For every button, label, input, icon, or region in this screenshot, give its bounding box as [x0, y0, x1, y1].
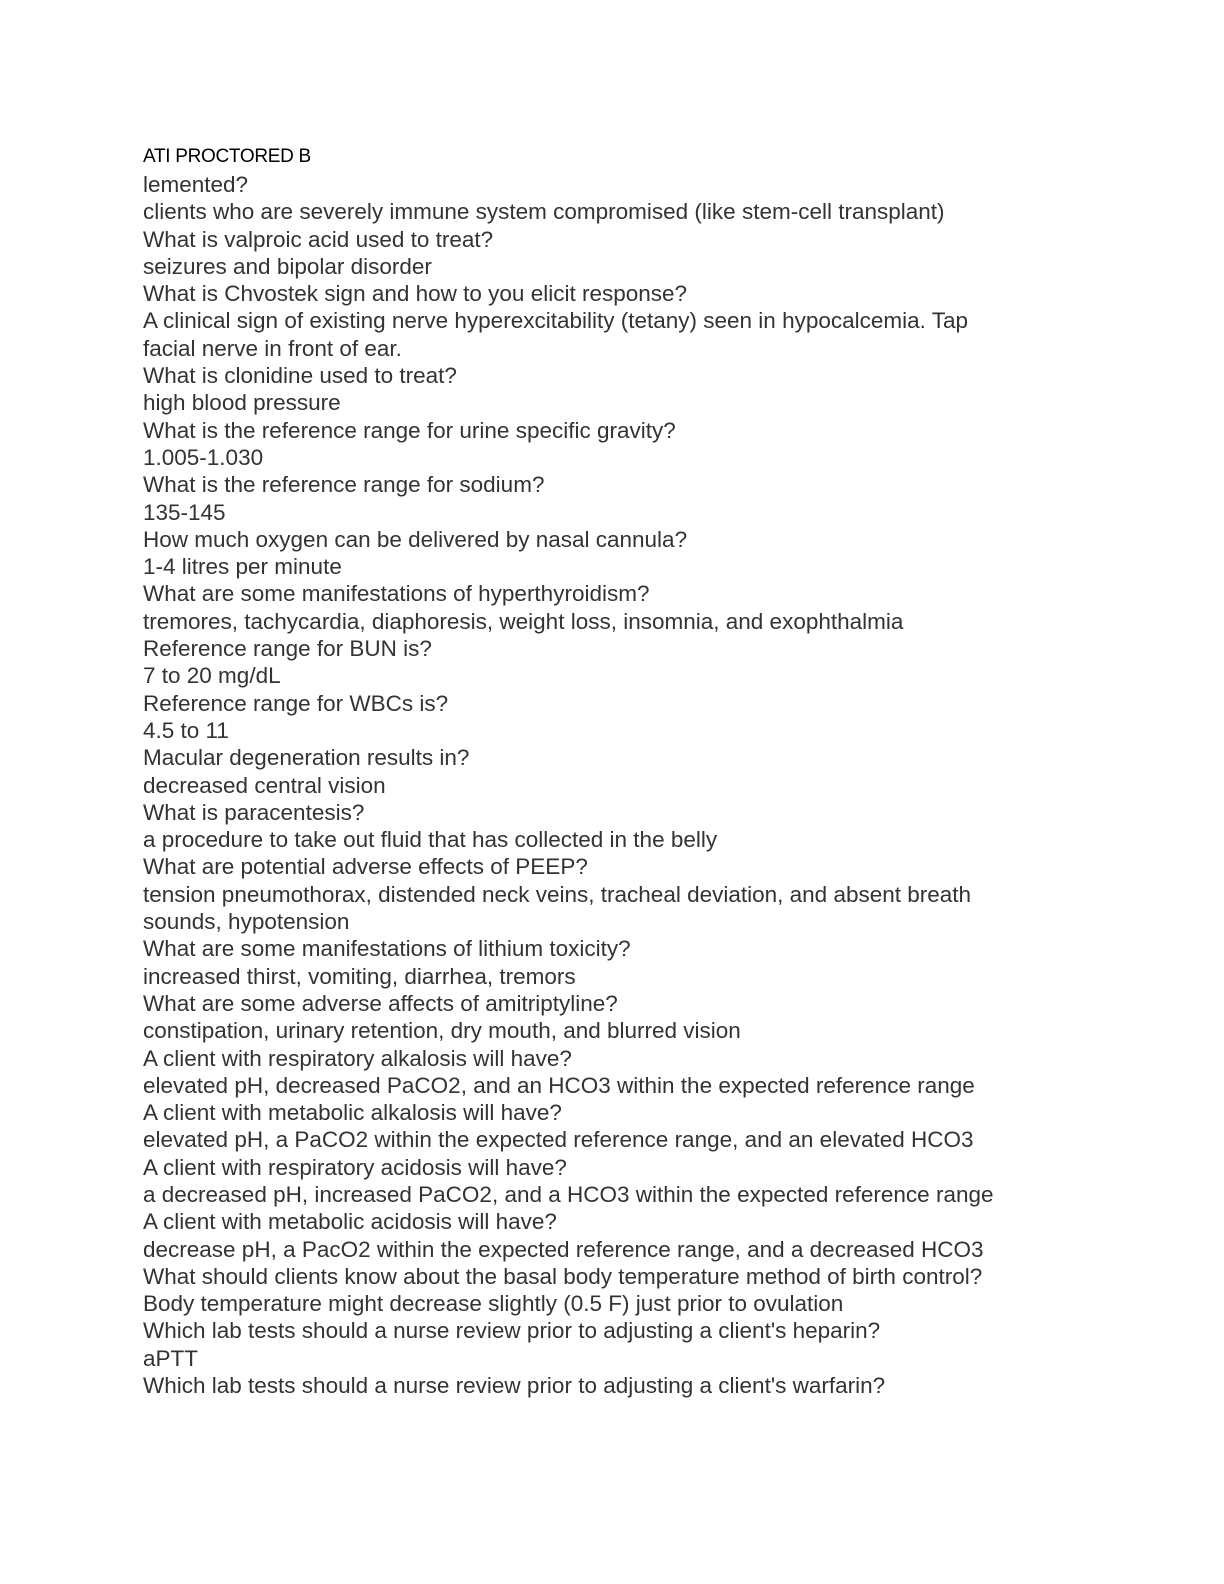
document-text-lines	[143, 171, 1073, 1399]
text-line: constipation, urinary retention, dry mouth, and blurred vision	[143, 1018, 741, 1044]
text-line: A client with metabolic acidosis will have?	[143, 1209, 557, 1235]
text-line: A client with metabolic alkalosis will have?	[143, 1100, 562, 1126]
text-line: a procedure to take out fluid that has collected in the belly	[143, 827, 718, 853]
text-line: Body temperature might decrease slightly (0.5 F) just prior to ovulation	[143, 1291, 844, 1317]
text-line: What is the reference range for sodium?	[143, 472, 545, 498]
text-line: 1-4 litres per minute	[143, 554, 342, 580]
text-line: a decreased pH, increased PaCO2, and a HCO3 within the expected reference range	[143, 1181, 994, 1207]
document-title: ATI PROCTORED B	[143, 146, 311, 167]
text-line: high blood pressure	[143, 390, 341, 416]
text-line: Which lab tests should a nurse review prior to adjusting a client's heparin?	[143, 1318, 881, 1344]
text-line: What is paracentesis?	[143, 799, 365, 825]
text-line: seizures and bipolar disorder	[143, 253, 432, 279]
text-line: What should clients know about the basal body temperature method of birth control?	[143, 1263, 983, 1289]
text-line: decrease pH, a PacO2 within the expected reference range, and a decreased HCO3	[143, 1236, 984, 1262]
text-line: tension pneumothorax, distended neck veins, tracheal deviation, and absent breath	[143, 881, 972, 907]
text-line: Reference range for BUN is?	[143, 636, 432, 662]
text-line: Reference range for WBCs is?	[143, 690, 449, 716]
document-page	[143, 143, 1073, 1399]
text-line: increased thirst, vomiting, diarrhea, tremors	[143, 963, 576, 989]
text-line: lemented?	[143, 172, 249, 197]
text-line: A client with respiratory acidosis will have?	[143, 1154, 567, 1180]
text-line: 1.005-1.030	[143, 444, 264, 470]
text-line: elevated pH, decreased PaCO2, and an HCO3 within the expected reference range	[143, 1072, 975, 1098]
text-line: What is clonidine used to treat?	[143, 363, 457, 389]
text-line: What are potential adverse effects of PEEP?	[143, 854, 588, 880]
text-line: Macular degeneration results in?	[143, 745, 470, 771]
text-line: A client with respiratory alkalosis will have?	[143, 1045, 572, 1071]
text-line: facial nerve in front of ear.	[143, 335, 402, 361]
text-line: elevated pH, a PaCO2 within the expected reference range, and an elevated HCO3	[143, 1127, 974, 1153]
text-line: clients who are severely immune system compromised (like stem-cell transplant)	[143, 199, 945, 225]
text-line: decreased central vision	[143, 772, 386, 798]
text-line: 7 to 20 mg/dL	[143, 663, 281, 689]
text-line: tremores, tachycardia, diaphoresis, weight loss, insomnia, and exophthalmia	[143, 608, 904, 634]
text-line: What is valproic acid used to treat?	[143, 226, 494, 252]
text-line: What are some manifestations of lithium toxicity?	[143, 936, 631, 962]
text-line: sounds, hypotension	[143, 909, 350, 935]
text-line: What are some adverse affects of amitriptyline?	[143, 990, 618, 1016]
text-line: What is Chvostek sign and how to you elicit response?	[143, 281, 688, 307]
text-line: How much oxygen can be delivered by nasal cannula?	[143, 526, 688, 552]
text-line: aPTT	[143, 1345, 199, 1371]
text-line: What are some manifestations of hyperthyroidism?	[143, 581, 650, 607]
text-line: What is the reference range for urine specific gravity?	[143, 417, 676, 443]
text-line: 135-145	[143, 499, 226, 525]
text-line: 4.5 to 11	[143, 717, 229, 743]
text-line: A clinical sign of existing nerve hyperexcitability (tetany) seen in hypocalcemia. Tap	[143, 308, 969, 334]
text-line: Which lab tests should a nurse review prior to adjusting a client's warfarin?	[143, 1373, 886, 1399]
